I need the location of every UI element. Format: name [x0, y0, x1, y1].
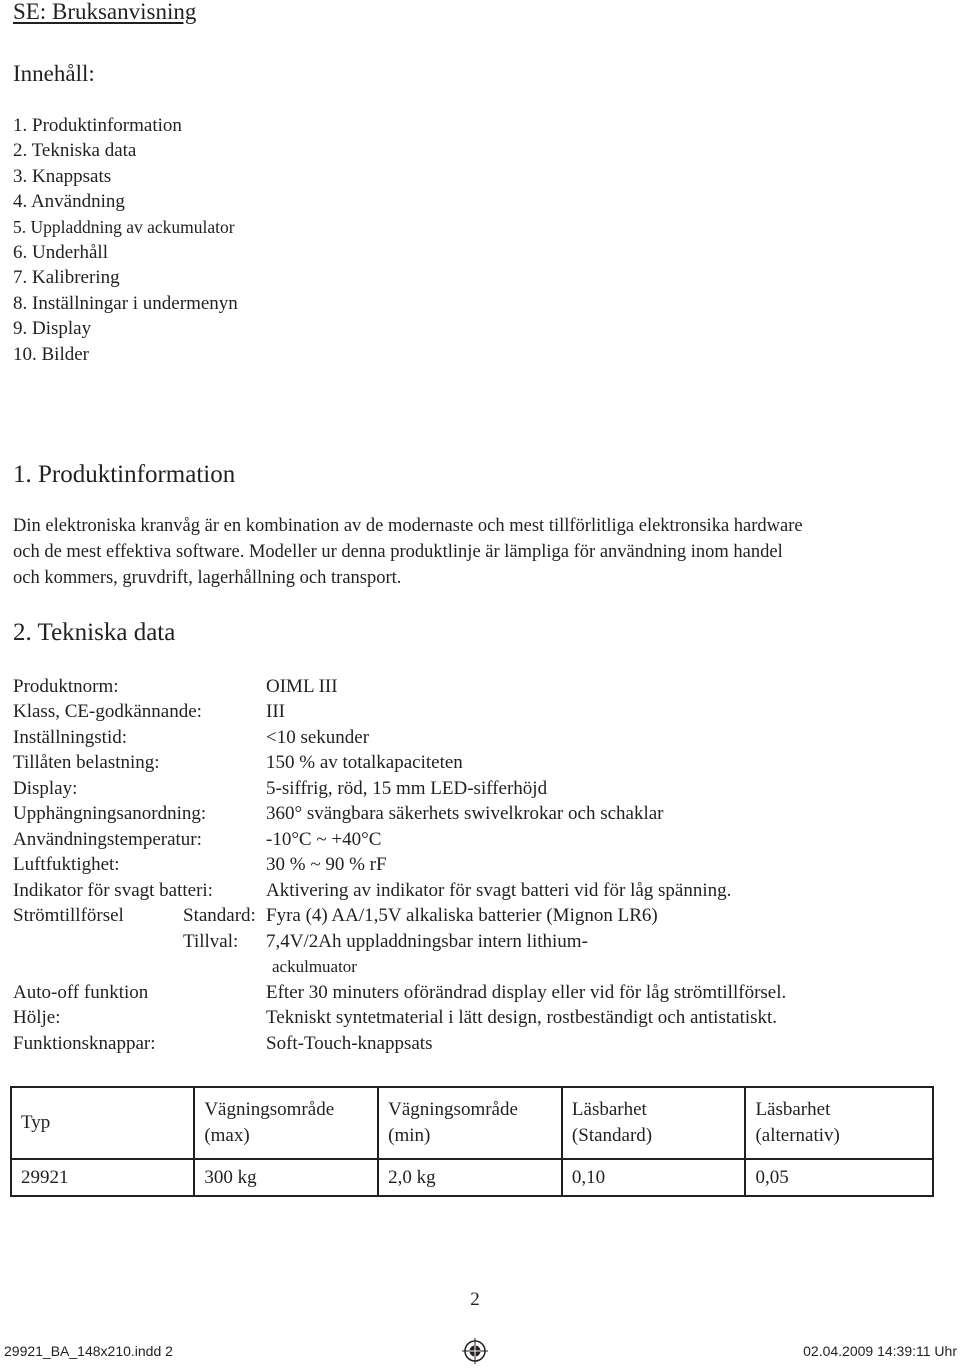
toc-item: 3. Knappsats: [13, 166, 112, 187]
toc-item: 7. Kalibrering: [13, 267, 120, 288]
table-cell: 300 kg: [194, 1159, 378, 1196]
toc-item: 8. Inställningar i undermenyn: [13, 293, 238, 314]
spec-value: Aktivering av indikator för svagt batteri vid för låg spänning.: [266, 880, 732, 901]
spec-value: 150 % av totalkapaciteten: [266, 752, 463, 773]
table-header-cell: [11, 1087, 194, 1159]
registration-mark-icon: [462, 1338, 488, 1364]
spec-label: Klass, CE-godkännande:: [13, 701, 202, 722]
toc-heading: Innehåll:: [13, 61, 95, 86]
document-title: SE: Bruksanvisning: [13, 0, 197, 24]
spec-value: -10°C ~ +40°C: [266, 829, 382, 850]
spec-label: Display:: [13, 778, 78, 799]
toc-item: 6. Underhåll: [13, 242, 108, 263]
paragraph-line: Din elektroniska kranvåg är en kombination av de modernaste och mest tillförlitliga elektronsika hardware: [13, 516, 803, 536]
spec-label: Inställningstid:: [13, 727, 127, 748]
paragraph-line: och kommers, gruvdrift, lagerhållning och transport.: [13, 568, 402, 588]
footer-timestamp: 02.04.2009 14:39:11 Uhr: [803, 1343, 957, 1359]
spec-label: Funktionsknappar:: [13, 1033, 156, 1054]
spec-label: Luftfuktighet:: [13, 854, 120, 875]
toc-item: 1. Produktinformation: [13, 115, 182, 136]
header-line: Typ: [21, 1112, 51, 1133]
power-option-label: Tillval:: [183, 931, 239, 952]
table-row: [11, 1159, 933, 1196]
spec-value: Soft-Touch-knappsats: [266, 1033, 433, 1054]
spec-label: Användningstemperatur:: [13, 829, 202, 850]
spec-value: 360° svängbara säkerhets swivelkrokar och schaklar: [266, 803, 664, 824]
power-option-value: 7,4V/2Ah uppladdningsbar intern lithium-: [266, 931, 588, 952]
page-number: 2: [470, 1289, 480, 1310]
power-option-value-cont: ackulmuator: [272, 957, 357, 976]
table-header-cell: [745, 1087, 933, 1159]
toc-item: 10. Bilder: [13, 344, 89, 365]
spec-label: Upphängningsanordning:: [13, 803, 207, 824]
header-line: Läsbarhet: [571, 1099, 647, 1120]
power-label: Strömtillförsel: [13, 905, 124, 926]
spec-value: 30 % ~ 90 % rF: [266, 854, 387, 875]
toc-item: 5. Uppladdning av ackumulator: [13, 217, 235, 237]
spec-label: Hölje:: [13, 1007, 61, 1028]
header-line: (Standard): [571, 1125, 653, 1146]
section-heading-produktinformation: 1. Produktinformation: [13, 461, 236, 488]
table-header-row: [11, 1087, 933, 1159]
section-heading-tekniska-data: 2. Tekniska data: [13, 619, 176, 646]
toc-item: 9. Display: [13, 318, 92, 339]
toc-item: 4. Användning: [13, 191, 125, 212]
power-standard-value: Fyra (4) AA/1,5V alkaliska batterier (Mignon LR6): [266, 905, 658, 926]
table-cell: 2,0 kg: [378, 1159, 562, 1196]
spec-label: Auto-off funktion: [13, 982, 149, 1003]
table-header-cell: [194, 1087, 378, 1159]
header-line: (alternativ): [755, 1125, 840, 1146]
spec-label: Indikator för svagt batteri:: [13, 880, 213, 901]
table-cell: 0,05: [745, 1159, 933, 1196]
header-line: Vägningsområde: [204, 1099, 335, 1120]
footer-file-info: 29921_BA_148x210.indd 2: [4, 1343, 173, 1359]
specification-table: [10, 1086, 934, 1197]
spec-value: OIML III: [266, 676, 338, 697]
spec-value: 5-siffrig, röd, 15 mm LED-sifferhöjd: [266, 778, 548, 799]
table-header-cell: [378, 1087, 562, 1159]
spec-value: Efter 30 minuters oförändrad display eller vid för låg strömtillförsel.: [266, 982, 787, 1003]
spec-value: <10 sekunder: [266, 727, 370, 748]
header-line: Vägningsområde: [388, 1099, 518, 1120]
spec-value: III: [266, 701, 285, 722]
header-line: (min): [388, 1125, 431, 1146]
power-standard-label: Standard:: [183, 905, 256, 926]
spec-label: Produktnorm:: [13, 676, 119, 697]
spec-value: Tekniskt syntetmaterial i lätt design, rostbeständigt och antistatiskt.: [266, 1007, 778, 1028]
header-line: (max): [204, 1125, 250, 1146]
paragraph-line: och de mest effektiva software. Modeller ur denna produktlinje är lämpliga för användning inom handel: [13, 542, 783, 562]
table-cell: 29921: [11, 1159, 194, 1196]
table-cell: 0,10: [562, 1159, 746, 1196]
toc-item: 2. Tekniska data: [13, 140, 137, 161]
spec-label: Tillåten belastning:: [13, 752, 160, 773]
table-header-cell: [562, 1087, 746, 1159]
header-line: Läsbarhet: [755, 1099, 831, 1120]
